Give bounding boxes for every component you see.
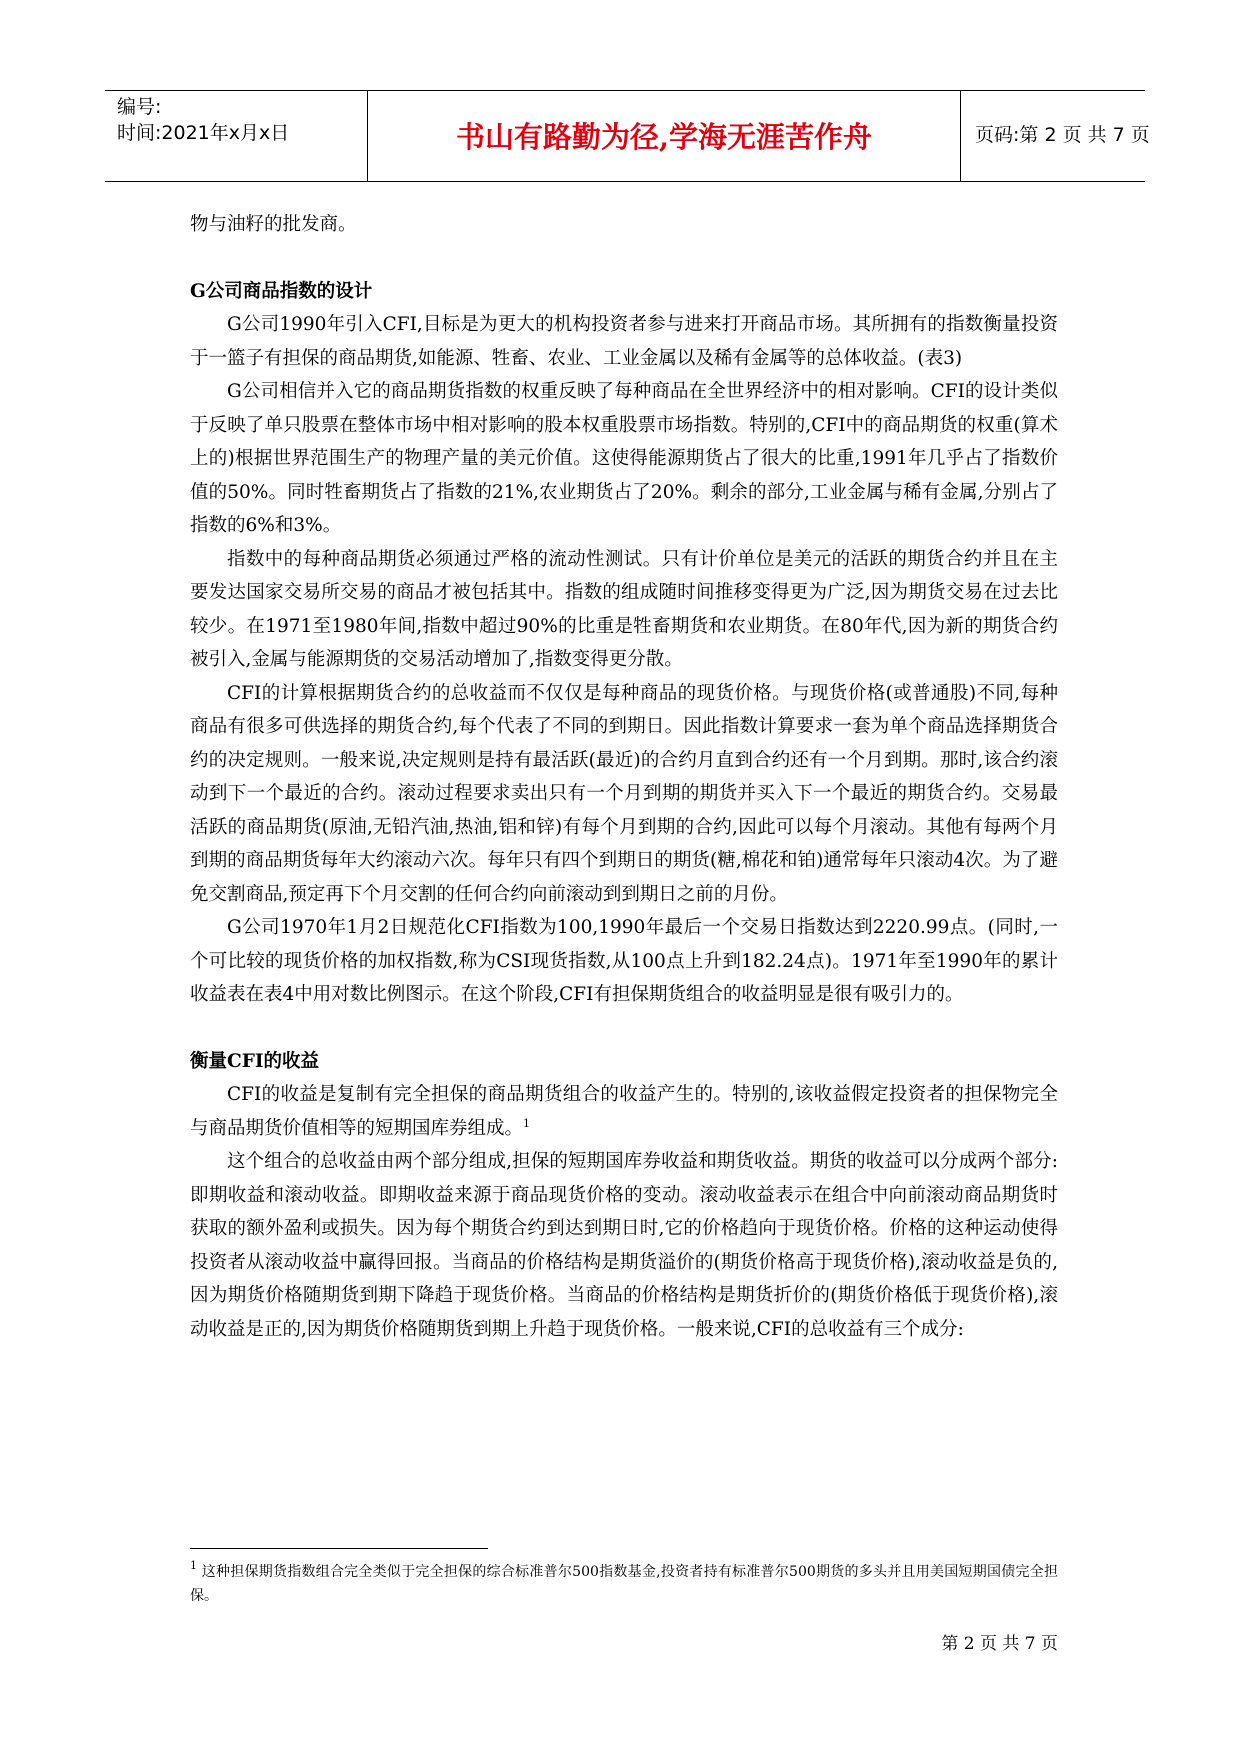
paragraph: CFI的计算根据期货合约的总收益而不仅仅是每种商品的现货价格。与现货价格(或普通股)不同,每种商品有很多可供选择的期货合约,每个代表了不同的到期日。因此指数计算要求一套为单个商品选择期货合约的决定规则。一般来说,决定规则是持有最活跃(最近)的合约月直到合约还有一个月到期。那时,该合约滚动到下一个最近的合约。滚动过程要求卖出只有一个月到期的期货并买入下一个最近的期货合约。交易最活跃的商品期货(原油,无铅汽油,热油,铝和锌)有每个月到期的合约,因此可以每个月滚动。其他有每两个月到期的商品期货每年大约滚动六次。每年只有四个到期日的期货(糖,棉花和铂)通常每年只滚动4次。为了避免交割商品,预定再下个月交割的任何合约向前滚动到到期日之前的月份。: [190, 682, 1058, 905]
header-page-cell: [961, 91, 1150, 181]
serial-number-label: 编号:: [117, 96, 162, 118]
header-page-number: 页码:第 2 页 共 7 页: [975, 124, 1150, 146]
paragraph: 指数中的每种商品期货必须通过严格的流动性测试。只有计价单位是美元的活跃的期货合约并且在主要发达国家交易所交易的商品才被包括其中。指数的组成随时间推移变得更为广泛,因为期货交易在过去比较少。在1971至1980年间,指数中超过90%的比重是牲畜期货和农业期货。在80年代,因为新的期货合约被引入,金属与能源期货的交易活动增加了,指数变得更分散。: [190, 548, 1058, 670]
footnote-text: 这种担保期货指数组合完全类似于完全担保的综合标准普尔500指数基金,投资者持有标准普尔500期货的多头并且用美国短期国债完全担保。: [190, 1564, 1059, 1604]
paragraph-text: CFI的收益是复制有完全担保的商品期货组合的收益产生的。特别的,该收益假定投资者的担保物完全与商品期货价值相等的短期国库券组成。: [190, 1084, 1058, 1139]
paragraph: G公司1970年1月2日规范化CFI指数为100,1990年最后一个交易日指数达到2220.99点。(同时,一个可比较的现货价格的加权指数,称为CSI现货指数,从100点上升到182.24点)。1971年至1990年的累计收益表在表4中用对数比例图示。在这个阶段,CFI有担保期货组合的收益明显是很有吸引力的。: [190, 917, 1058, 1005]
footnote-marker: 1: [190, 1559, 197, 1572]
paragraph: G公司1990年引入CFI,目标是为更大的机构投资者参与进来打开商品市场。其所拥有的指数衡量投资于一篮子有担保的商品期货,如能源、牲畜、农业、工业金属以及稀有金属等的总体收益。(表3): [190, 314, 1058, 369]
section-heading-index-design: G公司商品指数的设计: [190, 280, 373, 302]
footnote-divider: [190, 1548, 488, 1549]
page-header: [105, 90, 1150, 182]
section-heading-measuring-returns: 衡量CFI的收益: [190, 1050, 320, 1072]
paragraph: 这个组合的总收益由两个部分组成,担保的短期国库券收益和期货收益。期货的收益可以分成两个部分:即期收益和滚动收益。即期收益来源于商品现货价格的变动。滚动收益表示在组合中向前滚动商品期货时获取的额外盈利或损失。因为每个期货合约到达到期日时,它的价格趋向于现货价格。价格的这种运动使得投资者从滚动收益中赢得回报。当商品的价格结构是期货溢价的(期货价格高于现货价格),滚动收益是负的,因为期货价格随期货到期下降趋于现货价格。当商品的价格结构是期货折价的(期货价格低于现货价格),滚动收益是正的,因为期货价格随期货到期上升趋于现货价格。一般来说,CFI的总收益有三个成分:: [190, 1151, 1058, 1340]
header-motto: 书山有路勤为径,学海无涯苦作舟: [455, 120, 873, 154]
paragraph: G公司相信并入它的商品期货指数的权重反映了每种商品在全世界经济中的相对影响。CFI的设计类似于反映了单只股票在整体市场中相对影响的股本权重股票市场指数。特别的,CFI中的商品期货的权重(算术上的)根据世界范围生产的物理产量的美元价值。这使得能源期货占了很大的比重,1991年几乎占了指数价值的50%。同时牲畜期货占了指数的21%,农业期货占了20%。剩余的部分,工业金属与稀有金属,分别占了指数的6%和3%。: [190, 381, 1058, 536]
footnote-reference[interactable]: 1: [523, 1116, 531, 1130]
document-body: [190, 208, 1058, 1346]
header-motto-cell: [367, 91, 961, 181]
paragraph-continuation: 物与油籽的批发商。: [190, 214, 357, 235]
header-info-cell: [105, 91, 367, 181]
page-footer-number: 第 2 页 共 7 页: [941, 1634, 1058, 1654]
time-label: 时间:2021年x月x日: [117, 122, 290, 144]
paragraph: [190, 1078, 1058, 1145]
footnote: [190, 1560, 1058, 1608]
